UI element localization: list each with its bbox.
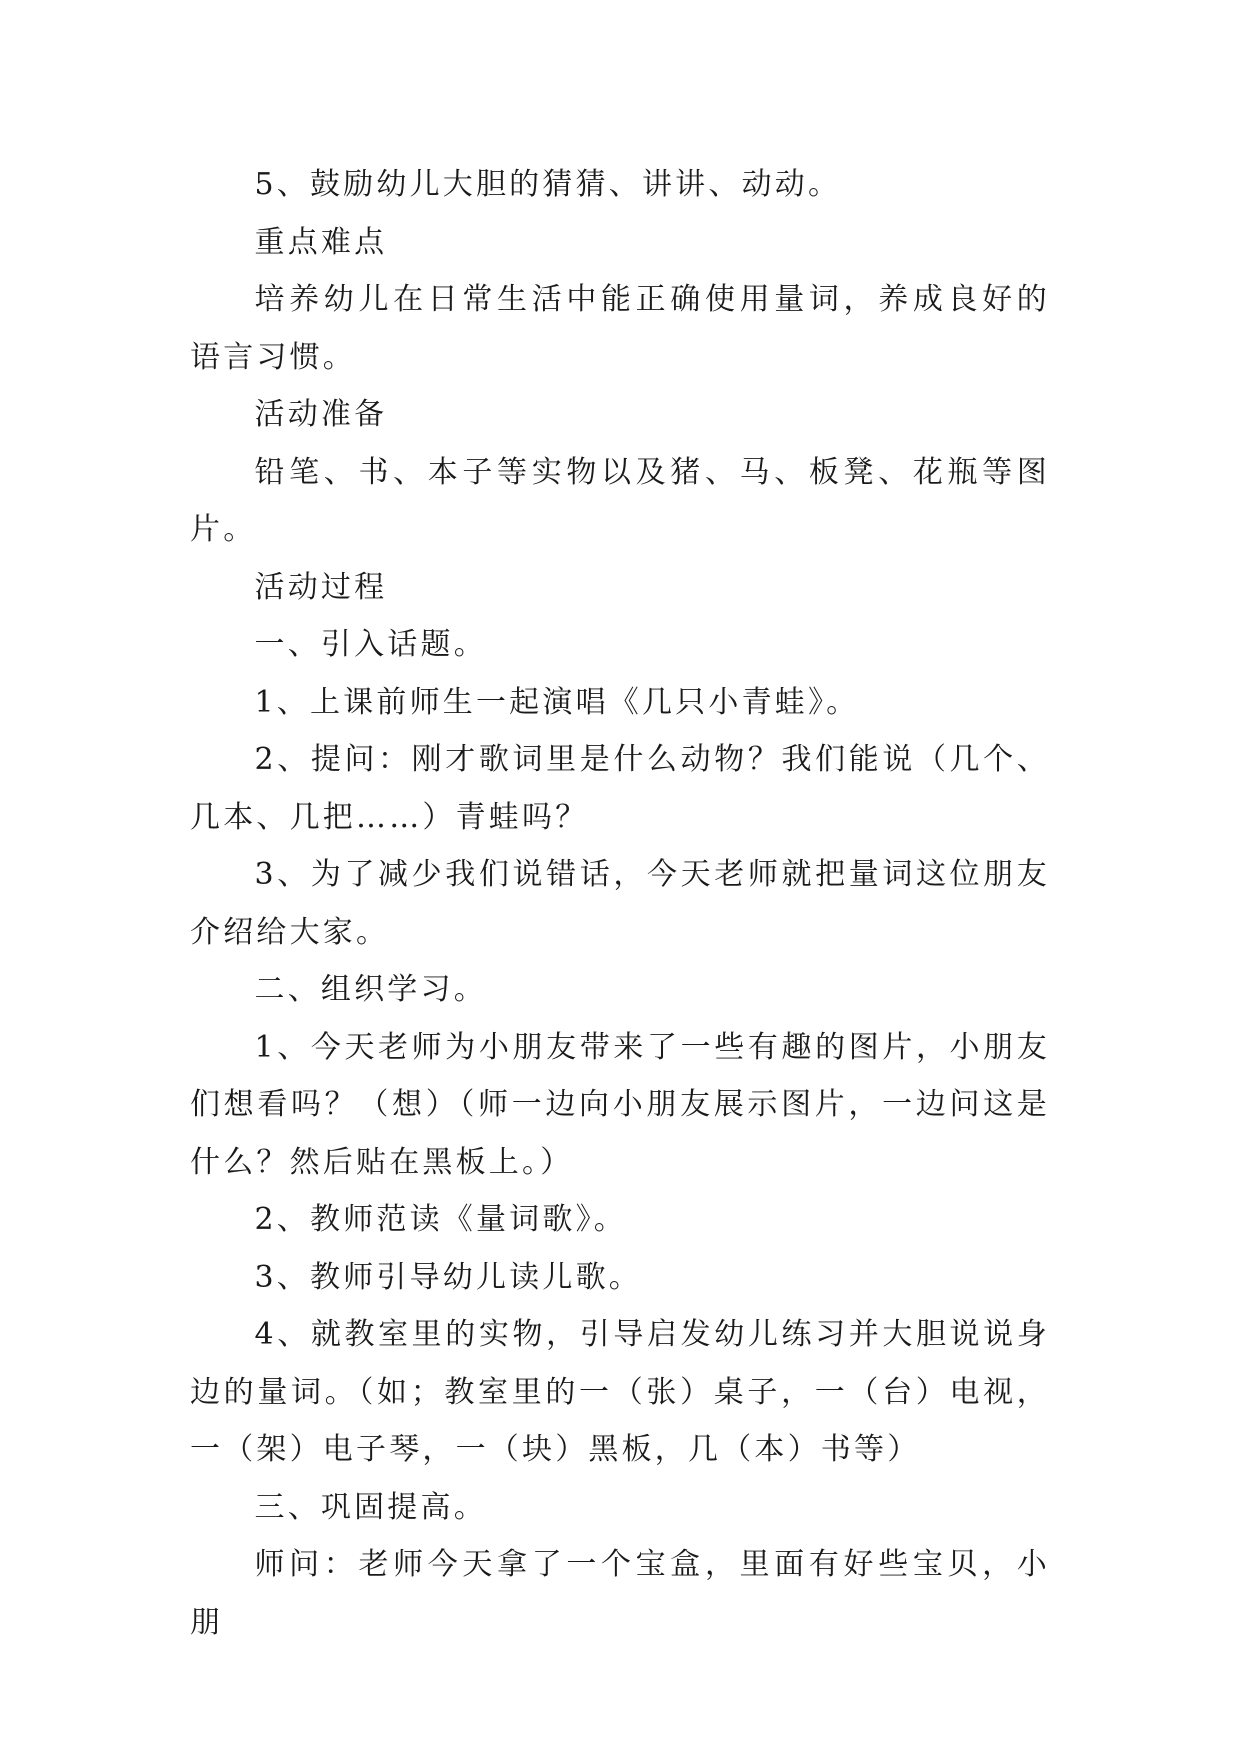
paragraph-preparation: 铅笔、书、本子等实物以及猪、马、板凳、花瓶等图片。 <box>190 454 1050 547</box>
paragraph-step-1-2: 2、提问：刚才歌词里是什么动物？我们能说（几个、几本、几把……）青蛙吗？ <box>190 742 1050 835</box>
paragraph-key-points: 培养幼儿在日常生活中能正确使用量词，养成良好的语言习惯。 <box>190 282 1050 375</box>
paragraph-goal-5: 5、鼓励幼儿大胆的猜猜、讲讲、动动。 <box>254 167 842 202</box>
paragraph-step-1-1: 1、上课前师生一起演唱《几只小青蛙》。 <box>254 684 860 720</box>
heading-process: 活动过程 <box>254 569 388 605</box>
paragraph-teacher-question: 师问：老师今天拿了一个宝盒，里面有好些宝贝，小朋 <box>190 1547 1050 1640</box>
section-introduce-topic: 一、引入话题。 <box>254 627 487 662</box>
document-body <box>190 156 1050 1651</box>
section-consolidate: 三、巩固提高。 <box>254 1489 487 1525</box>
paragraph-step-2-2: 2、教师范读《量词歌》。 <box>254 1202 627 1237</box>
paragraph-step-2-1: 1、今天老师为小朋友带来了一些有趣的图片，小朋友们想看吗？（想）（师一边向小朋友展示图片，一边问这是什么？然后贴在黑板上。） <box>190 1029 1050 1180</box>
paragraph-step-2-3: 3、教师引导幼儿读儿歌。 <box>254 1259 642 1295</box>
section-organize-learning: 二、组织学习。 <box>254 972 487 1007</box>
paragraph-step-1-3: 3、为了减少我们说错话，今天老师就把量词这位朋友介绍给大家。 <box>190 857 1050 950</box>
paragraph-step-2-4: 4、就教室里的实物，引导启发幼儿练习并大胆说说身边的量词。（如；教室里的一（张）桌子，一（台）电视，一（架）电子琴，一（块）黑板，几（本）书等） <box>190 1317 1050 1467</box>
heading-preparation: 活动准备 <box>254 397 388 432</box>
heading-key-points: 重点难点 <box>254 224 388 260</box>
